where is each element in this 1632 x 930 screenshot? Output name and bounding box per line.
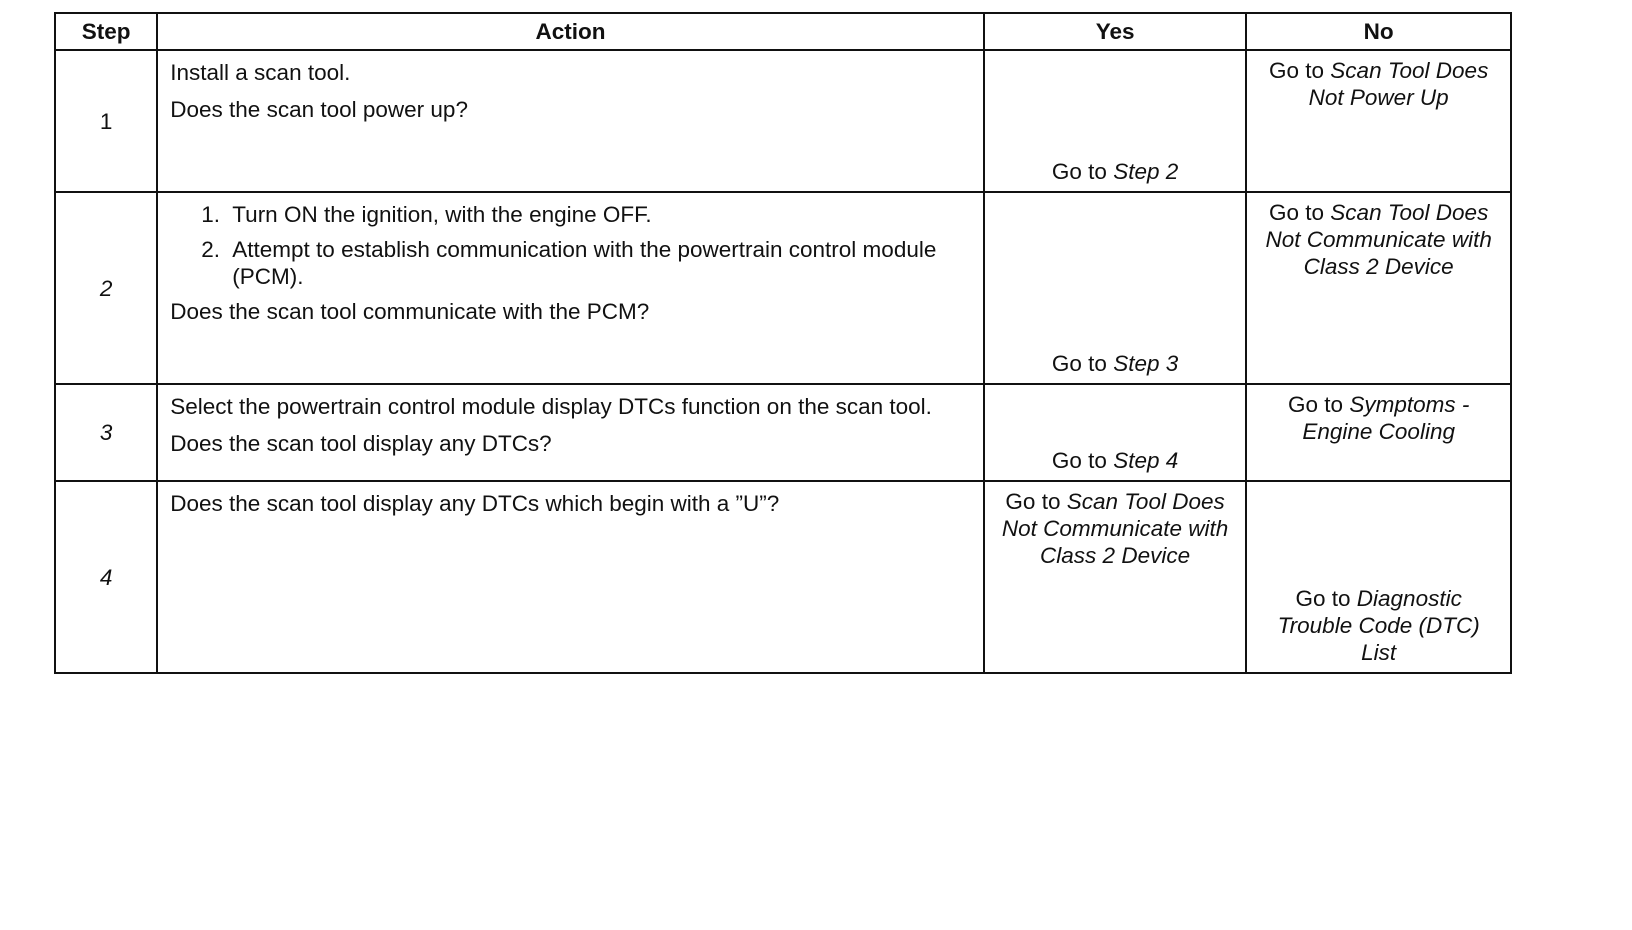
- yes-cell: [984, 192, 1247, 384]
- action-cell: [157, 192, 984, 384]
- table-row: [55, 50, 1511, 192]
- goto-prefix: Go to: [1288, 392, 1350, 417]
- goto-prefix: Go to: [1269, 58, 1331, 83]
- goto-target: Scan Tool Does Not Power Up: [1308, 58, 1489, 110]
- no-goto: [1247, 57, 1510, 111]
- yes-cell: [984, 50, 1247, 192]
- step-number: 4: [55, 481, 157, 673]
- table-row: [55, 384, 1511, 481]
- no-cell: [1246, 192, 1511, 384]
- goto-target: Scan Tool Does Not Communicate with Class 2 Device: [1265, 200, 1492, 279]
- no-cell: [1246, 384, 1511, 481]
- action-question: Does the scan tool power up?: [170, 97, 468, 122]
- table-row: [55, 481, 1511, 673]
- goto-target: Step 3: [1113, 351, 1179, 376]
- goto-prefix: Go to: [1269, 200, 1331, 225]
- yes-goto: [985, 350, 1246, 377]
- yes-cell: [984, 481, 1247, 673]
- header-no: No: [1246, 13, 1511, 50]
- step-number: 2: [55, 192, 157, 384]
- goto-prefix: Go to: [1051, 448, 1114, 473]
- header-yes: Yes: [984, 13, 1247, 50]
- step-number: 3: [55, 384, 157, 481]
- goto-target: Scan Tool Does Not Communicate with Class 2 Device: [1001, 489, 1229, 568]
- action-question: Does the scan tool display any DTCs which begin with a ”U”?: [170, 491, 780, 516]
- goto-target: Step 4: [1113, 448, 1179, 473]
- action-cell: [157, 50, 984, 192]
- header-action: Action: [157, 13, 984, 50]
- no-cell: [1246, 481, 1511, 673]
- action-text: Select the powertrain control module display DTCs function on the scan tool.: [170, 394, 932, 419]
- action-list-item: 1. Turn ON the ignition, with the engine OFF.: [226, 201, 971, 228]
- yes-goto: [985, 488, 1246, 569]
- yes-goto: [985, 447, 1246, 474]
- table-header-row: [55, 13, 1511, 50]
- action-list: [170, 201, 971, 290]
- action-question: Does the scan tool communicate with the PCM?: [170, 299, 650, 324]
- diagnostic-table: [54, 12, 1512, 674]
- action-list-item: 2. Attempt to establish communication with the powertrain control module (PCM).: [226, 236, 971, 290]
- goto-target: Symptoms - Engine Cooling: [1302, 392, 1470, 444]
- step-number: 1: [55, 50, 157, 192]
- action-cell: [157, 481, 984, 673]
- action-question: Does the scan tool display any DTCs?: [170, 431, 552, 456]
- no-goto: [1247, 199, 1510, 280]
- goto-target: Step 2: [1113, 159, 1179, 184]
- goto-prefix: Go to: [1005, 489, 1067, 514]
- no-cell: [1246, 50, 1511, 192]
- yes-goto: [985, 158, 1246, 185]
- action-cell: [157, 384, 984, 481]
- no-goto: [1247, 585, 1510, 666]
- no-goto: [1247, 391, 1510, 445]
- action-text: Install a scan tool.: [170, 60, 351, 85]
- goto-prefix: Go to: [1051, 351, 1114, 376]
- goto-target: Diagnostic Trouble Code (DTC) List: [1277, 586, 1480, 665]
- table-row: [55, 192, 1511, 384]
- goto-prefix: Go to: [1051, 159, 1114, 184]
- goto-prefix: Go to: [1295, 586, 1357, 611]
- header-step: Step: [55, 13, 157, 50]
- yes-cell: [984, 384, 1247, 481]
